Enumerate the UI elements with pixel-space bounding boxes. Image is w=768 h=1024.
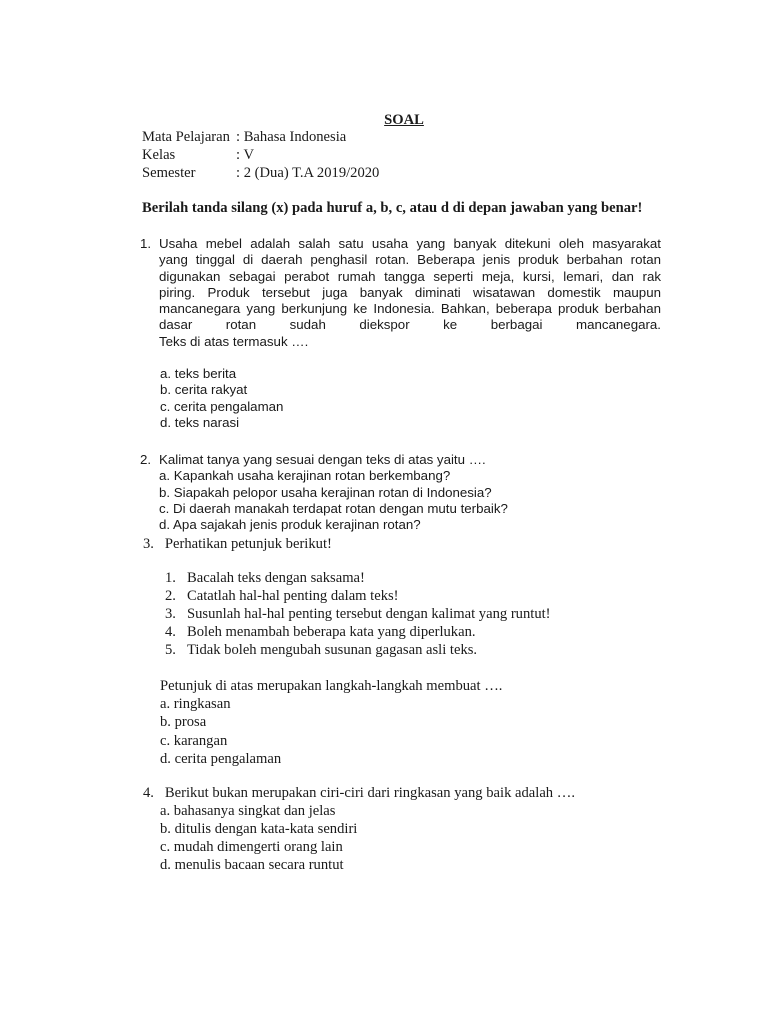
meta-value: : Bahasa Indonesia — [236, 129, 347, 145]
question-line: Teks di atas termasuk …. — [159, 333, 309, 349]
answer-option[interactable]: c. karangan — [160, 732, 228, 749]
instruction: Berilah tanda silang (x) pada huruf a, b, c, atau d di depan jawaban yang benar! — [142, 200, 643, 216]
step-item — [165, 641, 551, 659]
meta-row-semester — [142, 164, 379, 182]
meta-row-subject — [142, 128, 379, 146]
step-text: Tidak boleh mengubah susunan gagasan asli teks. — [187, 641, 478, 658]
question-4 — [143, 784, 575, 873]
question-text: Petunjuk di atas merupakan langkah-langkah membuat …. — [160, 678, 503, 694]
meta-label: Mata Pelajaran — [142, 129, 230, 145]
answer-option[interactable]: d. Apa sajakah jenis produk kerajinan rotan? — [159, 517, 421, 533]
answer-option[interactable]: a. bahasanya singkat dan jelas — [160, 802, 336, 819]
meta-value: : V — [236, 147, 254, 163]
question-text — [159, 236, 661, 350]
question-line: yang tinggal di daerah penghasil rotan. Beberapa jenis produk berbahan rotan — [159, 252, 661, 268]
answer-option[interactable]: b. Siapakah pelopor usaha kerajinan rotan di Indonesia? — [159, 484, 492, 500]
page-title: SOAL — [384, 112, 424, 128]
question-number: 2. — [140, 452, 152, 467]
answer-option[interactable]: c. mudah dimengerti orang lain — [160, 838, 343, 855]
answer-option[interactable]: c. cerita pengalaman — [160, 398, 284, 414]
step-text: Boleh menambah beberapa kata yang diperlukan. — [187, 623, 476, 640]
question-text: 4. Berikut bukan merupakan ciri-ciri dari ringkasan yang baik adalah …. — [143, 785, 575, 801]
step-item — [165, 587, 551, 605]
answer-option[interactable]: b. ditulis dengan kata-kata sendiri — [160, 820, 358, 837]
meta-label: Semester — [142, 165, 196, 181]
answer-option[interactable]: d. menulis bacaan secara runtut — [160, 856, 344, 873]
step-item — [165, 569, 551, 587]
question-1-options — [160, 366, 283, 432]
question-2-options — [159, 468, 508, 534]
question-3 — [143, 535, 332, 553]
question-2 — [140, 452, 508, 534]
step-number: 3. — [165, 605, 176, 622]
subject-info — [142, 128, 379, 182]
question-number: 1. — [140, 236, 152, 251]
step-item — [165, 605, 551, 623]
step-number: 4. — [165, 623, 176, 640]
answer-option[interactable]: a. teks berita — [160, 366, 237, 381]
question-text: 3. Perhatikan petunjuk berikut! — [143, 536, 332, 552]
instruction-steps — [165, 569, 551, 658]
answer-option[interactable]: b. prosa — [160, 714, 207, 731]
answer-option[interactable]: c. Di daerah manakah terdapat rotan dengan mutu terbaik? — [159, 501, 508, 517]
step-item — [165, 623, 551, 641]
question-line: Usaha mebel adalah salah satu usaha yang banyak ditekuni oleh masyarakat — [159, 236, 661, 251]
question-line: piring. Produk tersebut juga banyak diminati wisatawan domestik maupun — [159, 284, 661, 300]
step-number: 2. — [165, 587, 176, 604]
question-1 — [140, 236, 661, 350]
question-line: dasar rotan sudah diekspor ke berbagai mancanegara. — [159, 317, 661, 333]
step-number: 1. — [165, 570, 176, 586]
step-text: Susunlah hal-hal penting tersebut dengan kalimat yang runtut! — [187, 605, 551, 622]
meta-row-class — [142, 146, 379, 164]
answer-option[interactable]: a. ringkasan — [160, 696, 231, 713]
question-4-options — [160, 802, 575, 874]
answer-option[interactable]: b. cerita rakyat — [160, 382, 248, 398]
meta-label: Kelas — [142, 147, 176, 163]
meta-value: : 2 (Dua) T.A 2019/2020 — [236, 165, 380, 181]
question-3-tail — [160, 677, 502, 768]
answer-option[interactable]: d. teks narasi — [160, 415, 240, 431]
step-text: Bacalah teks dengan saksama! — [187, 570, 365, 586]
step-number: 5. — [165, 641, 176, 658]
question-line: mancanegara yang berkunjung ke Indonesia. Bahkan, beberapa produk berbahan — [159, 301, 661, 317]
question-text: Kalimat tanya yang sesuai dengan teks di atas yaitu …. — [159, 452, 486, 467]
answer-option[interactable]: a. Kapankah usaha kerajinan rotan berkembang? — [159, 468, 451, 484]
step-text: Catatlah hal-hal penting dalam teks! — [187, 587, 399, 604]
answer-option[interactable]: d. cerita pengalaman — [160, 750, 282, 767]
question-line: digunakan sebagai perabot rumah tangga seperti meja, kursi, lemari, dan rak — [159, 268, 661, 284]
